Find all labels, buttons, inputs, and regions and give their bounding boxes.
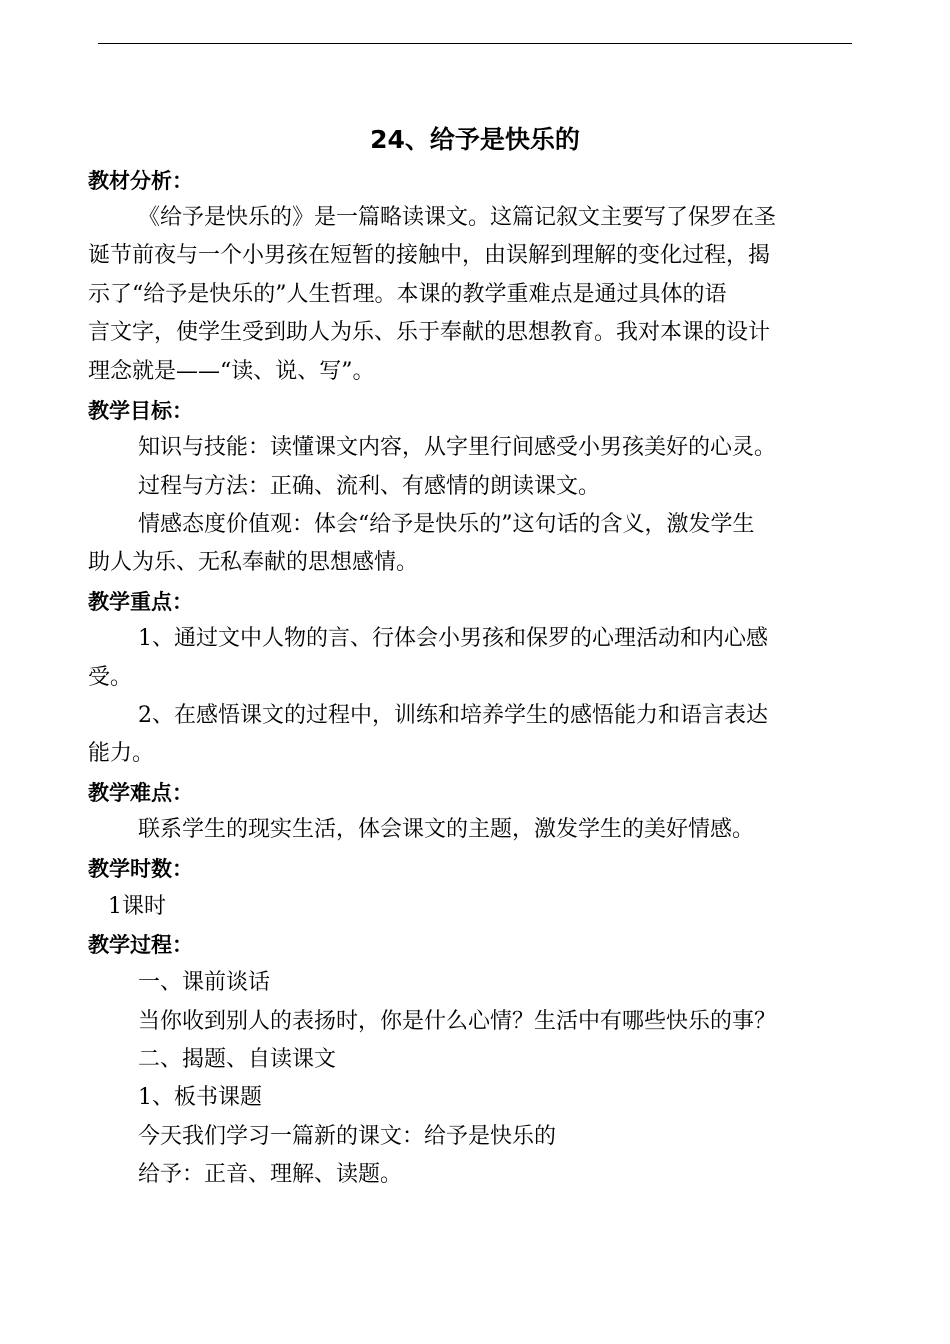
paragraph-line: 二、揭题、自读课文 — [138, 1047, 337, 1072]
paragraph-line: 当你收到别人的表扬时，你是什么心情？生活中有哪些快乐的事？ — [138, 1009, 777, 1034]
paragraph-line: 理念就是——“读、说、写”。 — [88, 359, 375, 384]
paragraph-line: 联系学生的现实生活，体会课文的主题，激发学生的美好情感。 — [138, 817, 755, 842]
paragraph-line: 情感态度价值观：体会“给予是快乐的”这句话的含义，激发学生 — [138, 512, 755, 537]
section-heading-difficulties: 教学难点： — [88, 781, 193, 805]
section-heading-hours: 教学时数： — [88, 857, 193, 881]
paragraph-line: 《给予是快乐的》是一篇略读课文。这篇记叙文主要写了保罗在圣 — [138, 205, 777, 230]
section-heading-key-points: 教学重点： — [88, 590, 193, 614]
header-rule — [98, 43, 852, 44]
paragraph-line: 1、通过文中人物的言、行体会小男孩和保罗的心理活动和内心感 — [138, 626, 768, 651]
section-heading-process: 教学过程： — [88, 933, 193, 957]
paragraph-line: 诞节前夜与一个小男孩在短暂的接触中，由误解到理解的变化过程，揭 — [88, 243, 771, 268]
paragraph-line: 2、在感悟课文的过程中，训练和培养学生的感悟能力和语言表达 — [138, 703, 768, 728]
paragraph-line: 助人为乐、无私奉献的思想感情。 — [88, 550, 419, 575]
paragraph-line: 一、课前谈话 — [138, 970, 271, 995]
paragraph-line: 知识与技能：读懂课文内容，从字里行间感受小男孩美好的心灵。 — [138, 435, 777, 460]
paragraph-line: 言文字，使学生受到助人为乐、乐于奉献的思想教育。我对本课的设计 — [88, 320, 771, 345]
paragraph-line: 1课时 — [108, 894, 166, 919]
paragraph-line: 过程与方法：正确、流利、有感情的朗读课文。 — [138, 474, 601, 499]
paragraph-line: 示了“给予是快乐的”人生哲理。本课的教学重难点是通过具体的语 — [88, 282, 727, 307]
paragraph-line: 能力。 — [88, 741, 155, 766]
paragraph-line: 给予：正音、理解、读题。 — [138, 1162, 403, 1187]
paragraph-line: 今天我们学习一篇新的课文：给予是快乐的 — [138, 1124, 557, 1149]
paragraph-line: 1、板书课题 — [138, 1085, 262, 1110]
paragraph-line: 受。 — [88, 665, 133, 690]
page-title: 24、给予是快乐的 — [370, 125, 580, 154]
section-heading-goals: 教学目标： — [88, 399, 193, 423]
section-heading-analysis: 教材分析： — [88, 169, 193, 193]
